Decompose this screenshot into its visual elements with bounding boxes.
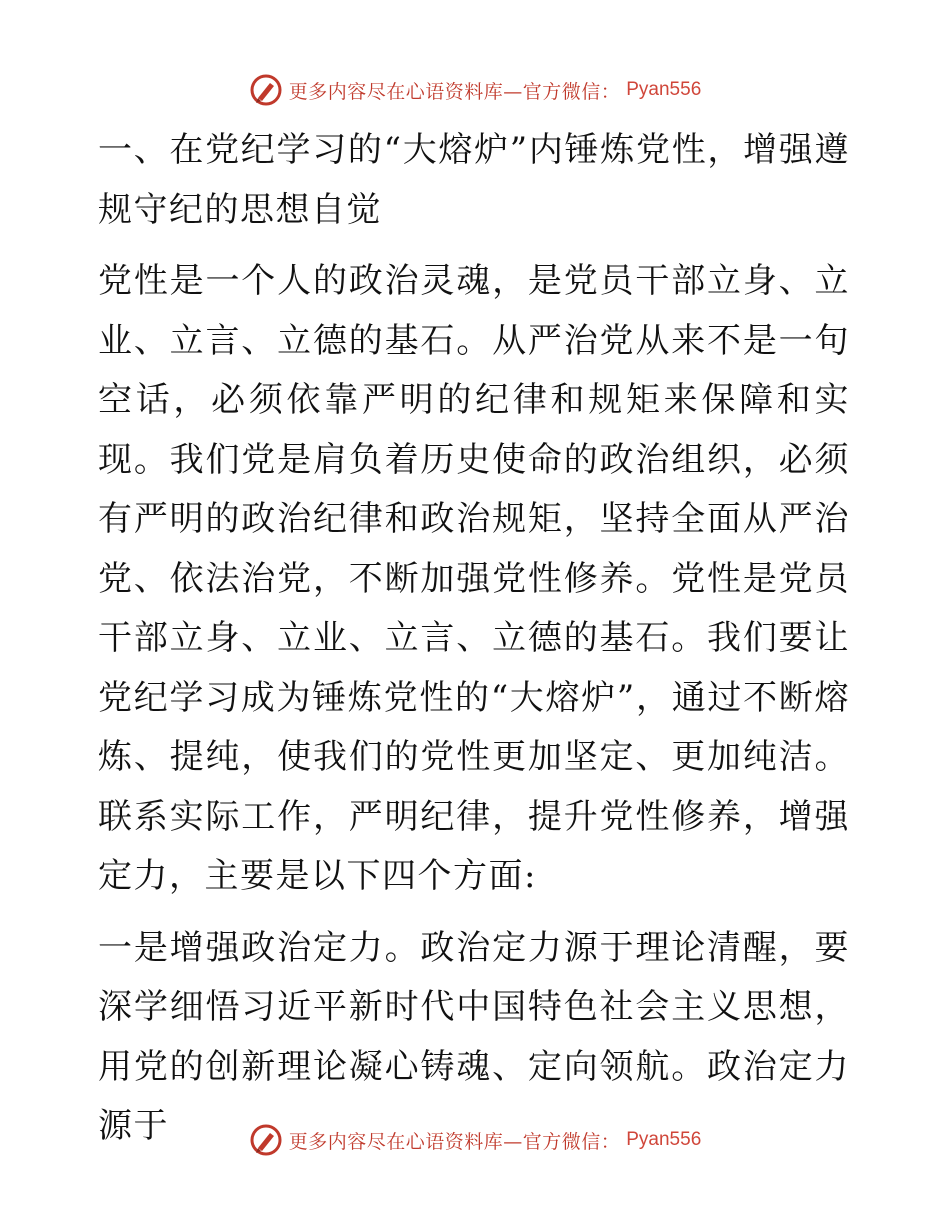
section-heading: 一、在党纪学习的“大熔炉”内锤炼党性，增强遵规守纪的思想自觉 xyxy=(98,130,850,230)
watermark-wechat-id: Pyan556 xyxy=(626,1129,702,1150)
watermark-text: 更多内容尽在心语资料库—官方微信： xyxy=(288,80,621,103)
paragraph: 党性是一个人的政治灵魂，是党员干部立身、立业、立言、立德的基石。从严治党从来不是一句空话，必须依靠严明的纪律和规矩来保障和实现。我们党是肩负着历史使命的政治组织，必须有严明的政治纪律和政治规矩，坚持全面从严治党、依法治党，不断加强党性修养。党性是党员干部立身、立业、立言、立德的基石。我们要让党纪学习成为锤炼党性的“大熔炉”，通过不断熔炼、提纯，使我们的党性更加坚定、更加纯洁。联系实际工作，严明纪律，提升党性修养，增强定力，主要是以下四个方面: xyxy=(98,261,850,896)
watermark-wechat-id: Pyan556 xyxy=(626,79,702,100)
logo-pen-icon xyxy=(249,73,283,107)
document-body xyxy=(98,120,850,1169)
watermark-text: 更多内容尽在心语资料库—官方微信： xyxy=(288,1130,621,1153)
logo-pen-icon xyxy=(249,1123,283,1157)
footer-watermark xyxy=(0,1118,950,1162)
paragraph: 一是增强政治定力。政治定力源于理论清醒，要深学细悟习近平新时代中国特色社会主义思想，用党的创新理论凝心铸魂、定向领航。政治定力源于 xyxy=(98,927,850,1146)
header-watermark xyxy=(0,68,950,112)
